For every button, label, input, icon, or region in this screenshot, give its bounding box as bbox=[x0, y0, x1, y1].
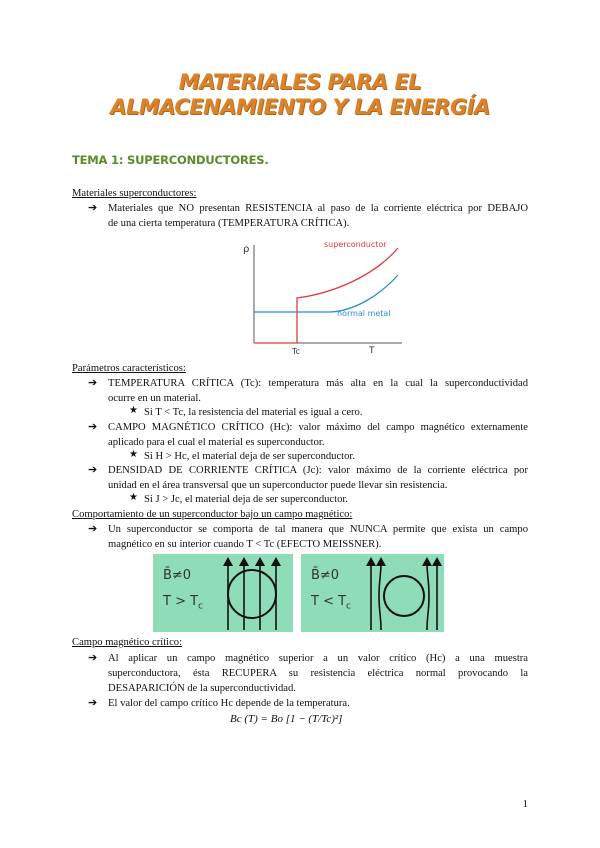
field-line bbox=[427, 562, 429, 630]
sec3-b1-line1: Un superconductor se comporta de tal manera que NUNCA permite que exista un campo bbox=[108, 524, 528, 535]
sec4-b1-line2: superconductora, ésta RECUPERA su resistencia eléctrica normal provocando la bbox=[108, 668, 528, 679]
field-label: B̄≠0 bbox=[311, 568, 340, 583]
sec2-b3-line2: unidad en el área transversal que un superconductor puede llevar sin resistencia. bbox=[108, 480, 448, 491]
sec2-b3-star: Si J > Jc, el material deja de ser superconductor. bbox=[144, 494, 348, 505]
star-icon: ★ bbox=[129, 449, 138, 460]
meissner-panel-superconducting bbox=[301, 554, 444, 632]
temperature-main: T > T bbox=[163, 594, 199, 609]
sec1-bullet-line1: Materiales que NO presentan RESISTENCIA al paso de la corriente eléctrica por DEBAJO bbox=[108, 203, 528, 214]
graph-tc-label: Tc bbox=[292, 347, 300, 356]
sample-circle bbox=[384, 576, 424, 616]
sec2-b2-star: Si H > Hc, el material deja de ser superconductor. bbox=[144, 451, 356, 462]
arrow-icon: ➔ bbox=[88, 377, 98, 389]
sec3-heading: Comportamiento de un superconductor bajo un campo magnético: bbox=[72, 509, 353, 520]
sample-circle bbox=[228, 570, 276, 618]
sec2-b1-star: Si T < Tc, la resistencia del material es igual a cero. bbox=[144, 407, 363, 418]
arrow-icon: ➔ bbox=[88, 523, 98, 535]
normal-metal-label: normal metal bbox=[337, 309, 391, 318]
arrow-icon: ➔ bbox=[88, 652, 98, 664]
sec2-b1-line2: ocurre en un material. bbox=[108, 393, 201, 404]
temperature-main: T < T bbox=[311, 594, 347, 609]
superconductor-curve bbox=[254, 248, 398, 343]
sec1-bullet-line2: de una cierta temperatura (TEMPERATURA CRÍTICA). bbox=[108, 218, 350, 229]
critical-field-formula: Bc (T) = Bo [1 − (T/Tc)²] bbox=[230, 713, 343, 725]
temperature-label bbox=[163, 594, 203, 612]
temperature-sub: c bbox=[198, 601, 203, 612]
arrow-icon: ➔ bbox=[88, 697, 98, 709]
sec2-b2-line2: aplicado para el cual el material es superconductor. bbox=[108, 437, 325, 448]
field-label: B̄≠0 bbox=[163, 568, 192, 583]
sec4-heading: Campo magnético crítico: bbox=[72, 637, 183, 648]
sec2-b3-line1: DENSIDAD DE CORRIENTE CRÍTICA (Jc): valor máximo de la corriente eléctrica por bbox=[108, 465, 528, 476]
sec3-b1-line2: magnético en su interior cuando T < Tc (EFECTO MEISSNER). bbox=[108, 539, 382, 550]
normal-metal-curve bbox=[254, 275, 398, 312]
arrow-icon: ➔ bbox=[88, 421, 98, 433]
superconductor-label: superconductor bbox=[324, 240, 387, 249]
field-line bbox=[379, 562, 381, 630]
arrowheads bbox=[366, 557, 442, 566]
graph-x-label: T bbox=[369, 346, 375, 356]
star-icon: ★ bbox=[129, 492, 138, 503]
resistivity-graph bbox=[240, 235, 410, 360]
arrow-icon: ➔ bbox=[88, 464, 98, 476]
title-line-2: ALMACENAMIENTO Y LA ENERGÍA bbox=[110, 95, 490, 119]
temperature-label bbox=[311, 594, 351, 612]
title-line-1: MATERIALES PARA EL bbox=[178, 70, 422, 94]
sec4-b1-line1: Al aplicar un campo magnético superior a un valor crítico (Hc) a una muestra bbox=[108, 653, 528, 664]
sec1-heading: Materiales superconductores: bbox=[72, 188, 197, 199]
arrow-icon: ➔ bbox=[88, 202, 98, 214]
topic-heading: TEMA 1: SUPERCONDUCTORES. bbox=[72, 153, 269, 167]
sec4-b1-line3: DESAPARICIÓN de la superconductividad. bbox=[108, 683, 296, 694]
field-through-sample-diagram bbox=[215, 554, 291, 632]
sec2-b1-line1: TEMPERATURA CRÍTICA (Tc): temperatura más alta en la cual la superconductividad bbox=[108, 378, 528, 389]
field-expelled-diagram bbox=[365, 554, 443, 632]
page-number: 1 bbox=[522, 798, 528, 810]
temperature-sub: c bbox=[346, 601, 351, 612]
star-icon: ★ bbox=[129, 405, 138, 416]
meissner-panel-normal bbox=[153, 554, 293, 632]
sec2-b2-line1: CAMPO MAGNÉTICO CRÍTICO (Hc): valor máximo del campo magnético externamente bbox=[108, 422, 528, 433]
sec4-b2: El valor del campo crítico Hc depende de la temperatura. bbox=[108, 698, 350, 709]
sec2-heading: Parámetros característicos: bbox=[72, 363, 186, 374]
graph-y-label: ρ bbox=[243, 244, 250, 255]
arrowheads bbox=[223, 557, 281, 566]
